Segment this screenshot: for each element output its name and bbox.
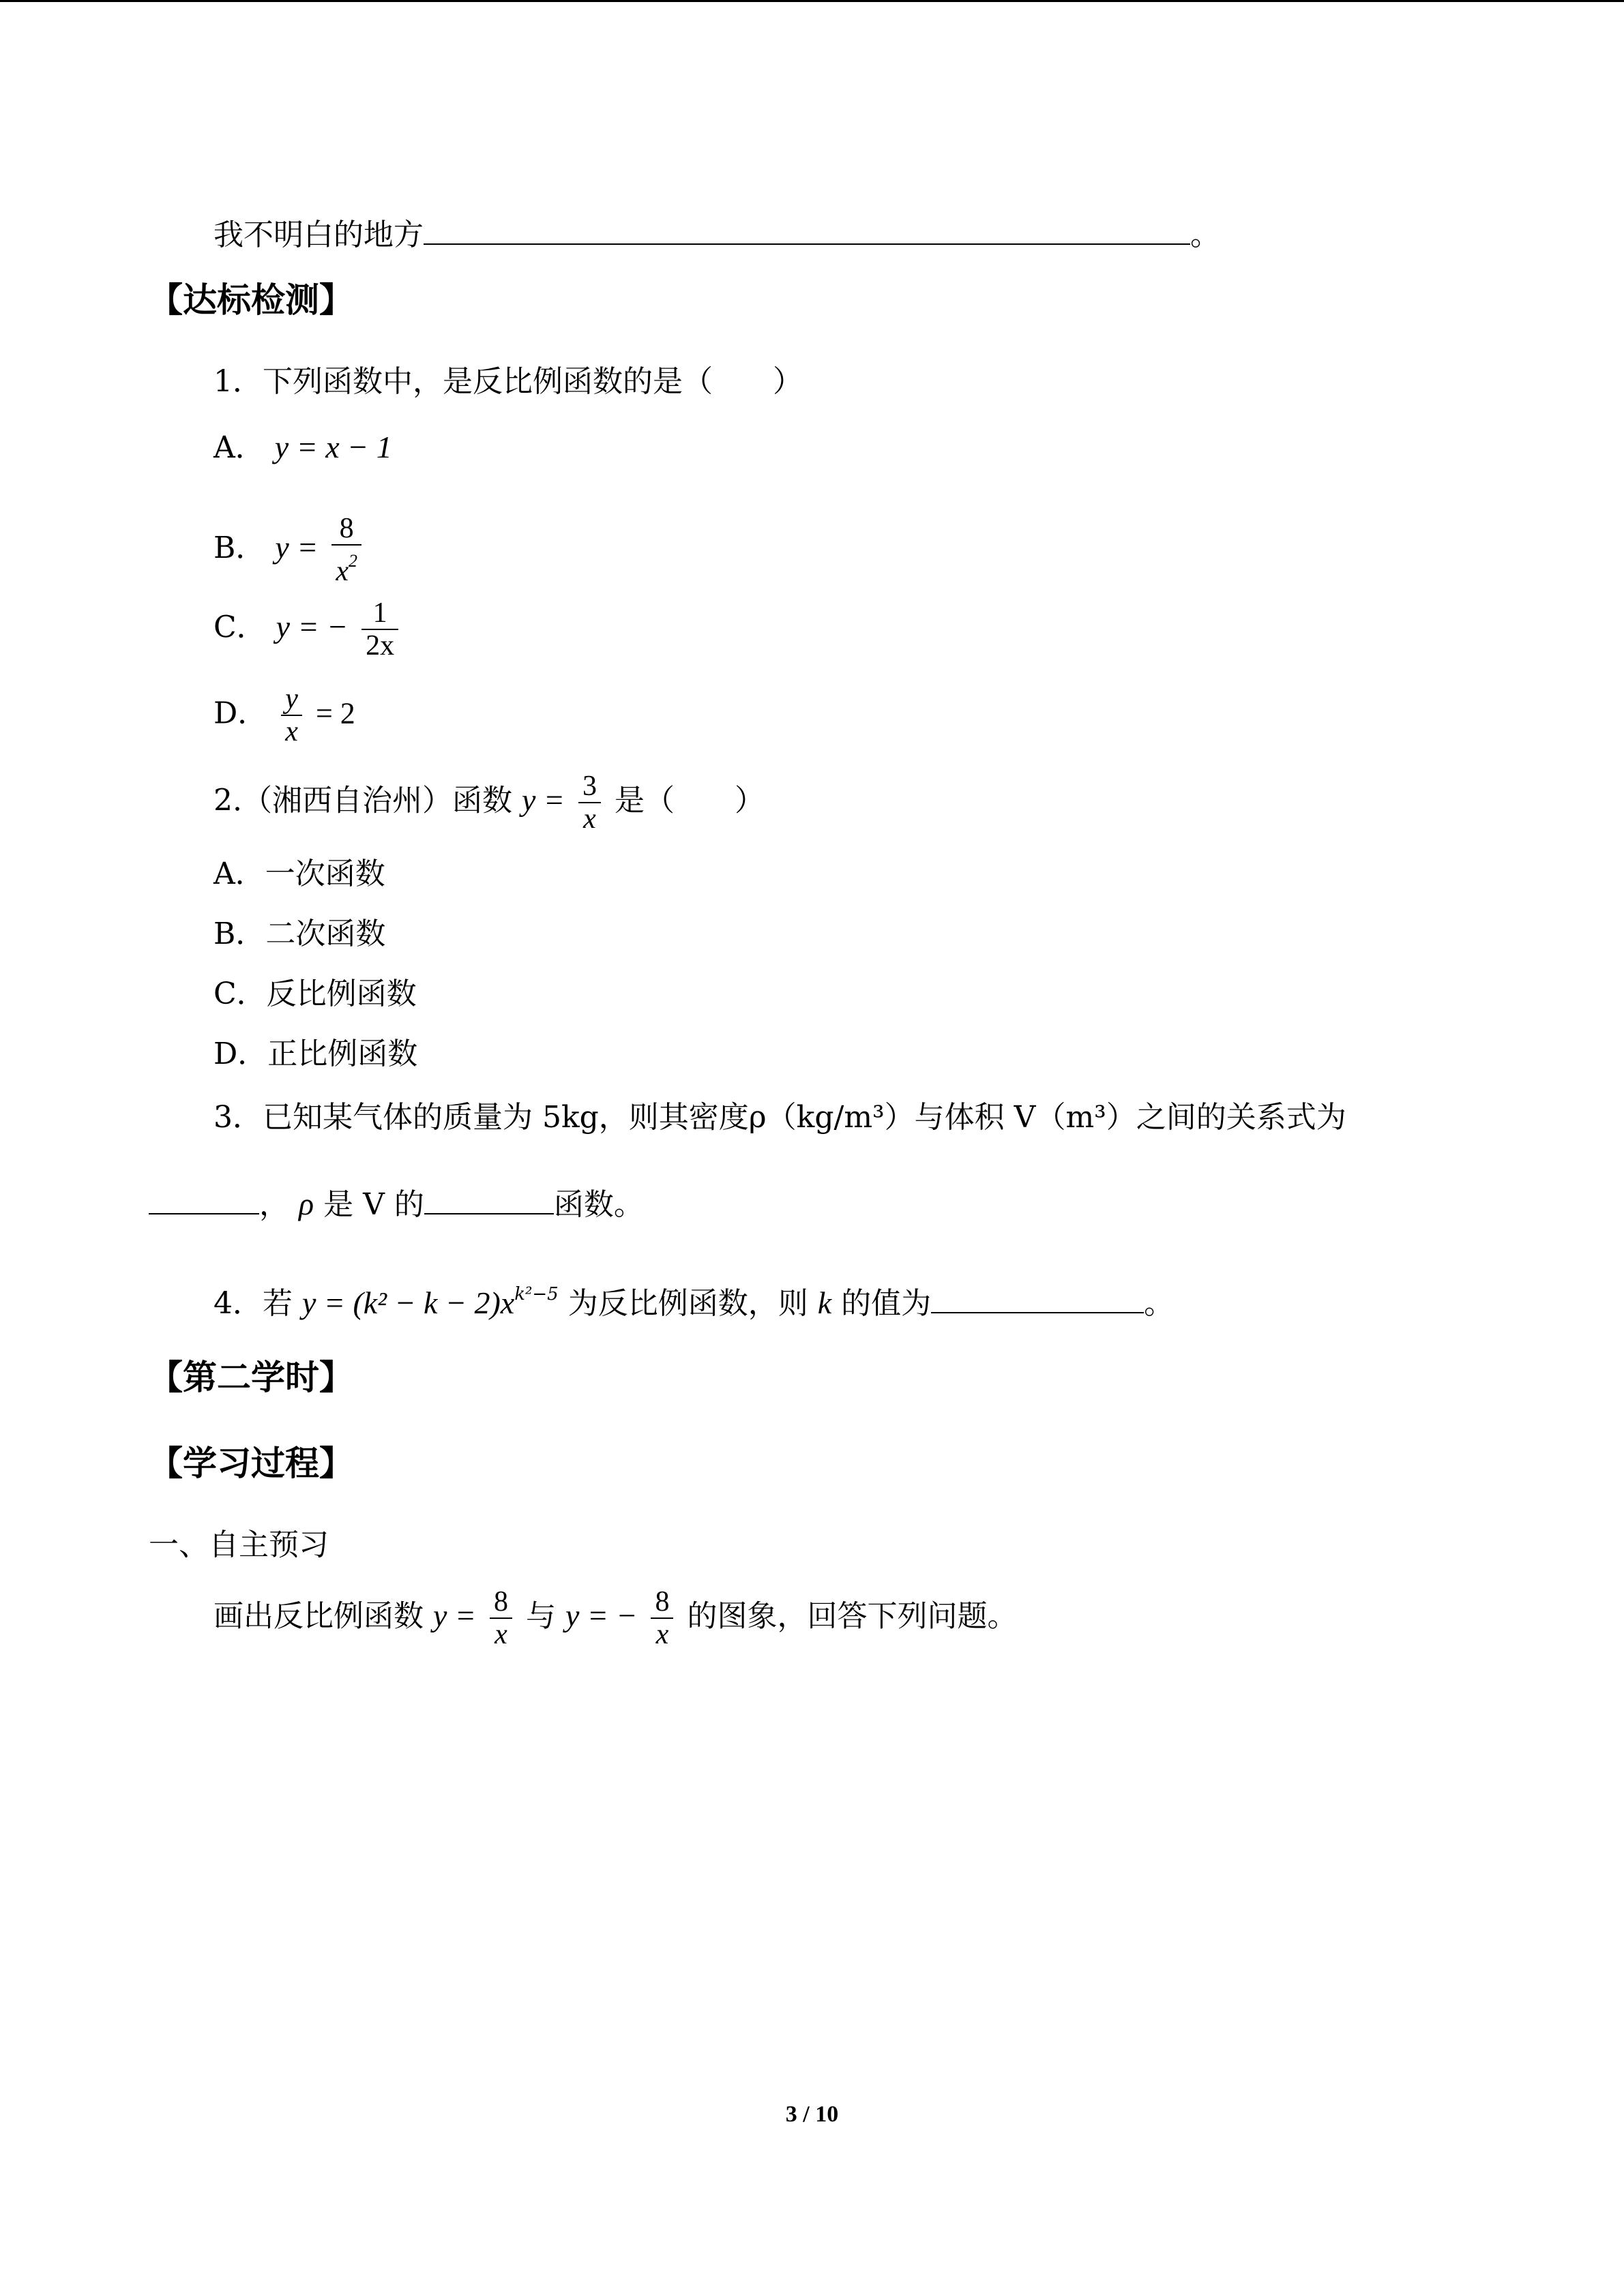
part1-lhs1: y = xyxy=(433,1598,476,1633)
section-heading-lesson2: 【第二学时】 xyxy=(149,1357,353,1397)
section-heading-test: 【达标检测】 xyxy=(149,280,353,320)
q3-blank-type[interactable] xyxy=(424,1187,554,1214)
q4-mid: 为反比例函数，则 xyxy=(567,1286,808,1321)
q4-end: 。 xyxy=(1144,1286,1175,1321)
q4-pre: 4．若 xyxy=(213,1286,293,1321)
q3-blank-relation[interactable] xyxy=(149,1187,259,1214)
q1-d-den: x xyxy=(285,716,298,747)
q2-num: 3 xyxy=(582,771,597,802)
q2-option-b[interactable]: B．二次函数 xyxy=(213,916,386,951)
q2-option-a[interactable]: A．一次函数 xyxy=(213,856,385,891)
q4-post: 的值为 xyxy=(841,1286,932,1321)
page-number: 3 / 10 xyxy=(785,2102,839,2127)
unclear-line xyxy=(213,215,1220,256)
q1-b-den-exp: 2 xyxy=(348,551,357,571)
part1-title: 一、自主预习 xyxy=(149,1527,329,1562)
q3-end: 函数。 xyxy=(553,1187,644,1222)
q4-blank[interactable] xyxy=(931,1286,1144,1313)
q1-d-num: y xyxy=(285,683,298,715)
part1-fraction-1 xyxy=(490,1586,512,1650)
q4-exp: k²−5 xyxy=(514,1284,559,1304)
unclear-blank[interactable] xyxy=(424,218,1190,245)
part1-num1: 8 xyxy=(493,1586,508,1617)
part1-pre: 画出反比例函数 xyxy=(213,1598,424,1634)
q1-b-num: 8 xyxy=(339,513,354,544)
q1-d-fraction xyxy=(281,683,302,747)
q3-rho: ρ xyxy=(299,1187,314,1221)
q1-d-label: D． xyxy=(213,696,268,731)
q4-k: k xyxy=(817,1285,832,1320)
part1-prompt xyxy=(213,1586,1018,1650)
q4-expr: y = (k² − k − 2)x xyxy=(302,1285,515,1320)
q1-c-label: C． xyxy=(213,610,267,645)
q1-option-a[interactable] xyxy=(213,427,392,468)
q1-b-den: x xyxy=(336,556,349,587)
q2-fraction xyxy=(578,771,601,835)
q1-c-num: 1 xyxy=(372,597,387,629)
q1-option-c[interactable] xyxy=(213,597,402,661)
part1-post: 的图象，回答下列问题。 xyxy=(687,1598,1018,1634)
q2-den: x xyxy=(583,803,596,835)
q2-stem-pre: 2.（湘西自治州）函数 xyxy=(213,783,512,818)
part1-den2: x xyxy=(655,1619,669,1650)
q2-stem xyxy=(213,771,765,835)
q2-lhs: y = xyxy=(521,782,565,818)
q3-sep: ， xyxy=(259,1187,289,1222)
q4-line xyxy=(213,1274,1175,1321)
q1-stem: 1．下列函数中，是反比例函数的是（ ） xyxy=(213,364,803,399)
q1-b-fraction xyxy=(331,513,361,587)
part1-den1: x xyxy=(494,1619,507,1650)
q3-line2 xyxy=(149,1184,644,1225)
q1-d-rhs: = 2 xyxy=(315,696,355,730)
q1-c-fraction xyxy=(361,597,398,661)
part1-fraction-2 xyxy=(651,1586,673,1650)
unclear-label: 我不明白的地方 xyxy=(213,218,424,252)
q1-b-lhs: y = xyxy=(275,530,319,565)
q3-mid: 是 V 的 xyxy=(323,1187,424,1222)
q1-option-b[interactable] xyxy=(213,513,366,587)
q1-b-label: B． xyxy=(213,531,266,565)
q1-c-den: 2x xyxy=(366,630,395,661)
q1-a-label: A． xyxy=(213,430,265,465)
q2-option-d[interactable]: D．正比例函数 xyxy=(213,1037,418,1071)
q3-line1: 3．已知某气体的质量为 5kg，则其密度ρ（kg/m³）与体积 V（m³）之间的关系式为 xyxy=(213,1100,1346,1135)
q1-option-d[interactable] xyxy=(213,683,355,747)
section-heading-process: 【学习过程】 xyxy=(149,1443,353,1483)
unclear-end: 。 xyxy=(1190,218,1220,252)
part1-lhs2: y = − xyxy=(565,1598,638,1633)
q1-a-expr: y = x − 1 xyxy=(274,430,392,464)
top-border xyxy=(0,0,1624,2)
part1-num2: 8 xyxy=(655,1586,670,1617)
q1-c-lhs: y = − xyxy=(276,609,349,644)
q2-stem-post: 是（ ） xyxy=(614,783,765,818)
part1-and: 与 xyxy=(525,1598,556,1634)
q2-option-c[interactable]: C．反比例函数 xyxy=(213,976,417,1011)
